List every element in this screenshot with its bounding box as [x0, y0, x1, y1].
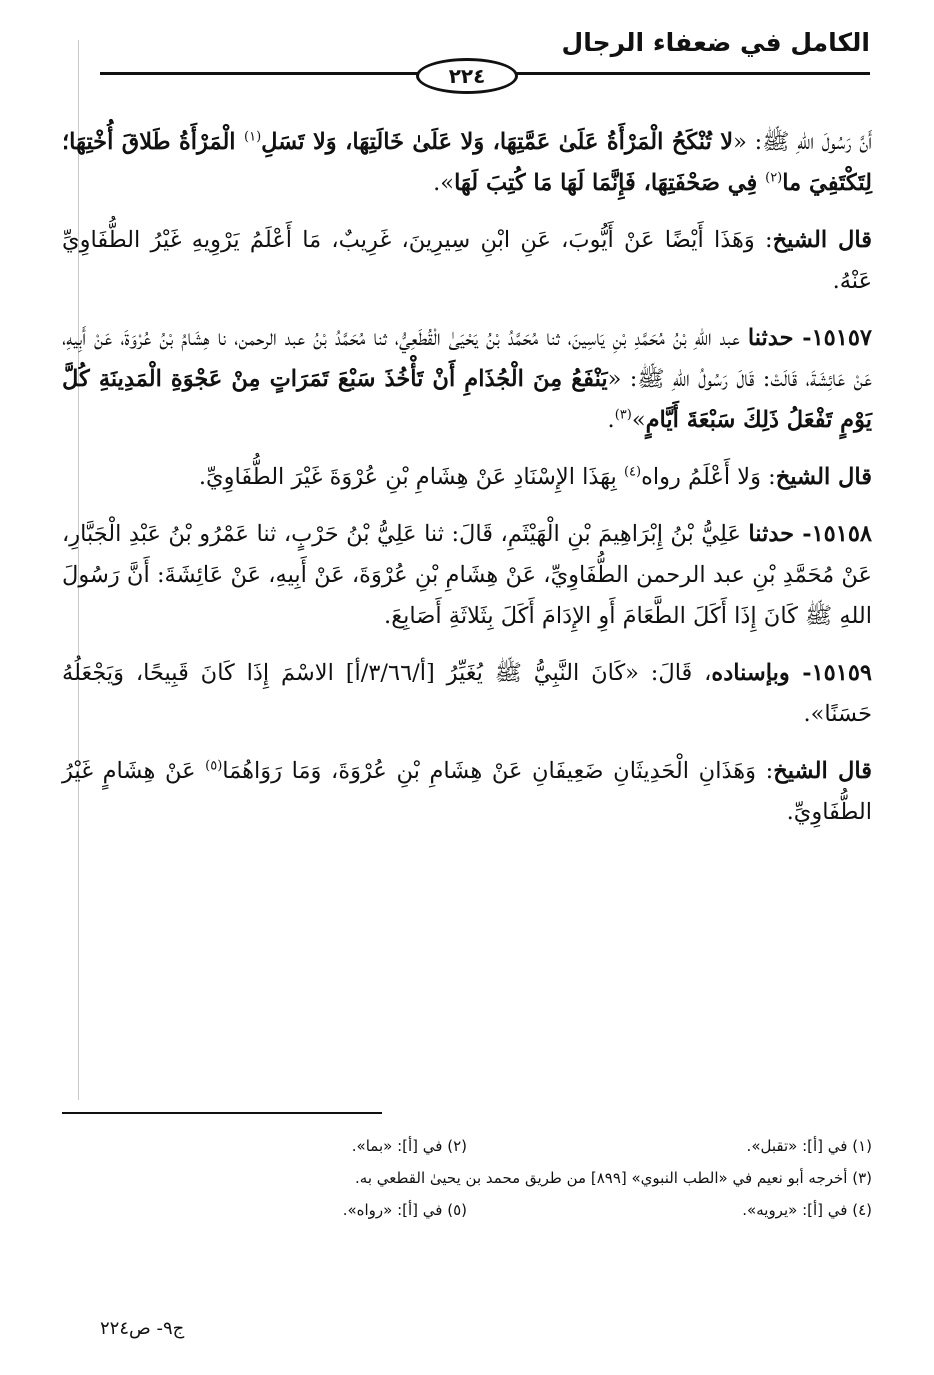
hadith-number: ١٥١٥٩-	[789, 660, 873, 686]
haddathana-label: حدثنا	[747, 325, 794, 351]
footnote-row	[62, 1194, 872, 1226]
running-head-title: الكامل في ضعفاء الرجال	[561, 28, 870, 57]
footnote-row	[62, 1130, 872, 1162]
volume-page-folio: ج٩- ص٢٢٤	[100, 1318, 185, 1339]
text: »	[631, 407, 646, 433]
text: عَنْ هِشَامٍ غَيْرُ الطُّفَاوِيِّ.	[62, 758, 872, 825]
isnad-text: عبد اللهِ بْنُ مُحَمَّدِ بْنِ يَاسِينَ، ثنا مُحَمَّدُ بْنُ يَحْيَىٰ الْقُطَعِيُّ، ثنا مُحَمَّدُ بْنُ عبد الرحمن، نا هِشَامُ بْنُ عُرْوَةَ، عَنْ أَبِيهِ، عَنْ عَائِشَةَ، قَالَتْ: قَالَ رَسُولُ اللهِ ﷺ: «	[62, 325, 872, 392]
sheikh-label: قال الشيخ	[773, 758, 872, 784]
footnote-row	[62, 1162, 872, 1194]
footnote-ref-1: (١)	[244, 129, 262, 145]
page-number-badge: ٢٢٤	[416, 58, 518, 94]
footnote-3: (٣) أخرجه أبو نعيم في «الطب النبوي» [٨٩٩] من طريق محمد بن يحيىٰ القطعي به.	[355, 1169, 872, 1187]
footnote-2: (٢) في [أ]: «بما».	[351, 1137, 467, 1155]
text: ».	[433, 170, 455, 196]
text: : وَهَذَانِ الْحَدِيثَانِ ضَعِيفَانِ عَنْ هِشَامِ بْنِ عُرْوَةَ، وَمَا رَوَاهُمَا	[222, 758, 774, 784]
text: أَنَّ رَسُولَ اللهِ ﷺ: «	[733, 129, 872, 155]
footnote-5: (٥) في [أ]: «رواه».	[342, 1201, 467, 1219]
paragraph-hadith-prohibition	[62, 122, 872, 204]
paragraph-sheikh-comment-3	[62, 751, 872, 833]
hadith-text: لا تُنْكَحُ الْمَرْأَةُ عَلَىٰ عَمَّتِهَا، وَلا عَلَىٰ خَالَتِهَا، وَلا تَسَلِ	[261, 129, 734, 155]
footnote-separator	[62, 1112, 382, 1114]
sheikh-label: قال الشيخ	[772, 227, 872, 253]
haddathana-label: حدثنا	[748, 521, 795, 547]
footnote-ref-4: (٤)	[623, 464, 642, 480]
footnote-4: (٤) في [أ]: «يرويه».	[742, 1201, 872, 1219]
paragraph-hadith-15159	[62, 653, 872, 735]
footnote-ref-5: (٥)	[205, 758, 223, 774]
text: : وَلا أَعْلَمُ رواه	[641, 464, 776, 490]
footnote-1: (١) في [أ]: «تقبل».	[746, 1137, 872, 1155]
text: ، قَالَ: «كَانَ النَّبِيُّ ﷺ يُغَيِّرُ [أ/٣/٦٦/أ] الاسْمَ إِذَا كَانَ قَبِيحًا، وَيَجْعَلُهُ حَسَنًا».	[62, 660, 872, 727]
paragraph-hadith-15157	[62, 318, 872, 441]
text: : وَهَذَا أَيْضًا عَنْ أَيُّوبَ، عَنِ ابْنِ سِيرِينَ، غَرِيبٌ، مَا أَعْلَمُ يَرْوِيهِ غَيْرُ الطُّفَاوِيِّ عَنْهُ.	[62, 227, 872, 294]
footnotes	[62, 1130, 872, 1226]
hadith-number: ١٥١٥٧-	[793, 325, 873, 351]
sheikh-label: قال الشيخ	[775, 464, 872, 490]
text: .	[607, 407, 615, 433]
hadith-number: ١٥١٥٨-	[794, 521, 873, 547]
bi-isnadihi-label: وبإسناده	[711, 660, 790, 686]
footnote-ref-2: (٢)	[765, 170, 783, 186]
hadith-text: يَنْفَعُ مِنَ الْجُذَامِ أَنْ تَأْخُذَ سَبْعَ تَمَرَاتٍ مِنْ عَجْوَةِ الْمَدِينَةِ كُلَّ يَوْمٍ تَفْعَلُ ذَلِكَ سَبْعَةَ أَيَّامٍ	[62, 366, 872, 433]
isnad-text: عَلِيُّ بْنُ إِبْرَاهِيمَ بْنِ الْهَيْثَمِ، قَالَ: ثنا عَلِيُّ بْنُ حَرْبٍ، ثنا عَمْرُو بْنُ عَبْدِ الْجَبَّارِ، عَنْ مُحَمَّدِ بْنِ عبد الرحمن الطُّفَاوِيِّ، عَنْ هِشَامِ بْنِ عُرْوَةَ، عَنْ أَبِيهِ، عَنْ عَائِشَةَ: أَنَّ رَسُولَ اللهِ ﷺ كَانَ إِذَا أَكَلَ الطَّعَامَ أَوِ الإِدَامَ أَكَلَ بِثَلاثَةِ أَصَابِعَ.	[62, 521, 872, 629]
hadith-text: فِي صَحْفَتِهَا، فَإِنَّمَا لَهَا مَا كُتِبَ لَهَا	[454, 170, 766, 196]
paragraph-hadith-15158	[62, 514, 872, 637]
paragraph-sheikh-comment-1	[62, 220, 872, 302]
paragraph-sheikh-comment-2	[62, 457, 872, 498]
hadith-text: الْمَرْأَةُ طَلاقَ أُخْتِهَا؛ لِتَكْتَفِيَ ما	[62, 129, 872, 196]
footnote-ref-3: (٣)	[614, 407, 632, 423]
text: بِهَذَا الإِسْنَادِ عَنْ هِشَامِ بْنِ عُرْوَةَ غَيْرَ الطُّفَاوِيِّ.	[198, 464, 624, 490]
main-text	[62, 122, 872, 849]
